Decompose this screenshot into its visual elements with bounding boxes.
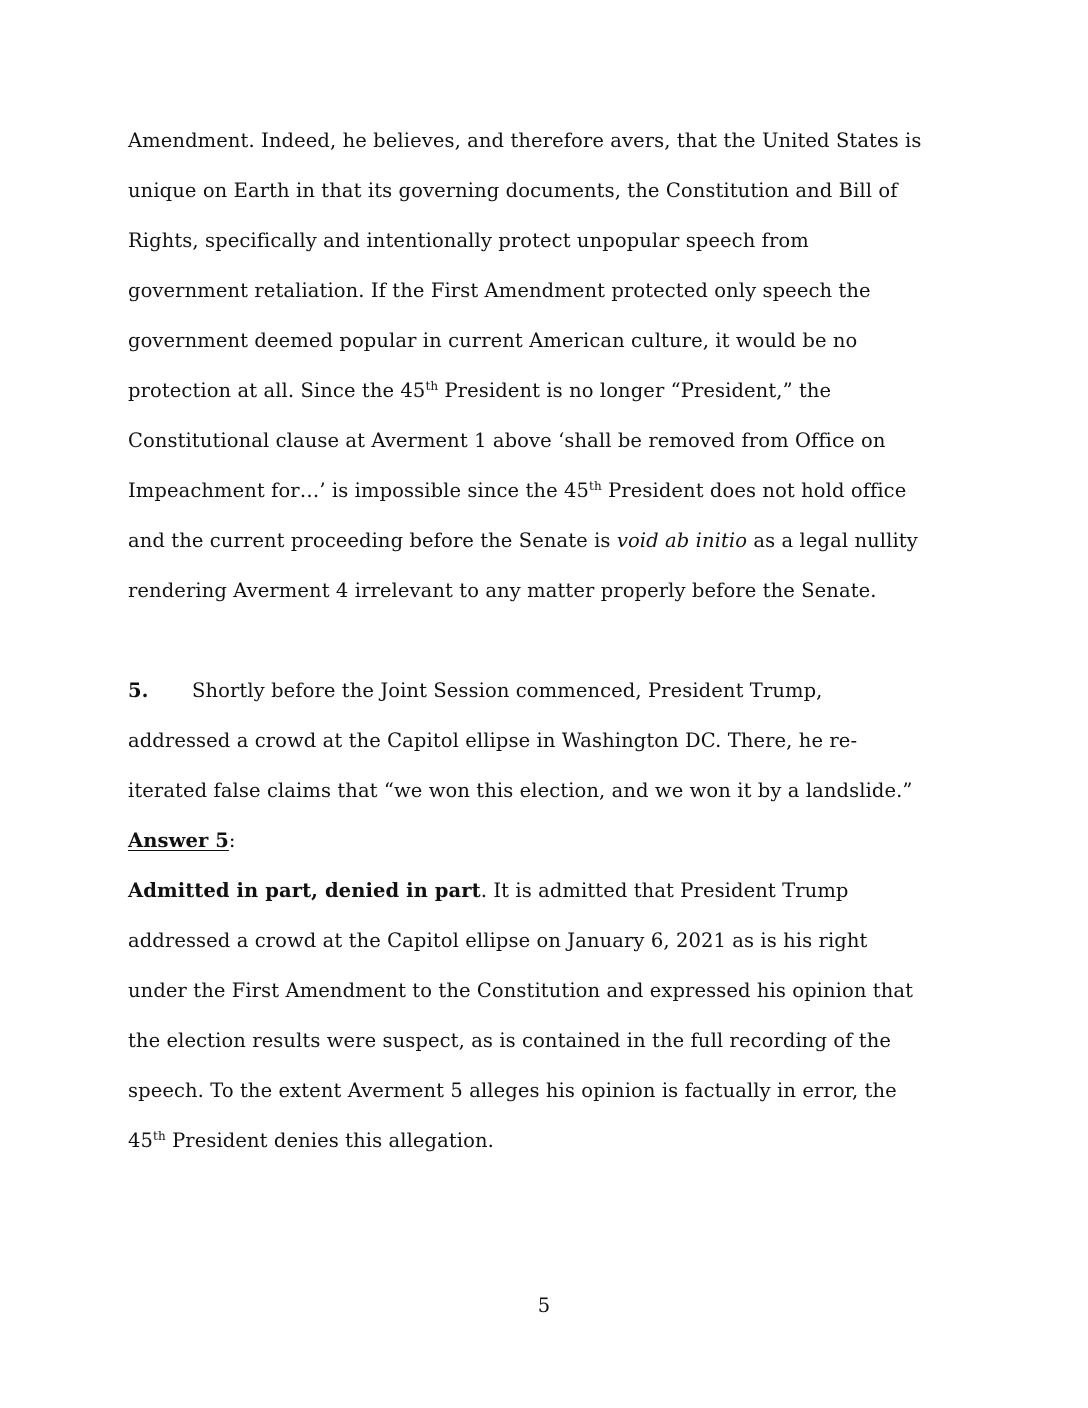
answer-5-heading <box>128 829 236 853</box>
text-segment: under the First Amendment to the Constitution and expressed his opinion that <box>128 979 914 1002</box>
answer-lead: Admitted in part, denied in part <box>128 879 481 902</box>
text-segment: addressed a crowd at the Capitol ellipse on January 6, 2021 as is his right <box>128 929 868 952</box>
text-segment: . It is admitted that President Trump <box>480 879 849 902</box>
text-segment: addressed a crowd at the Capitol ellipse in Washington DC. There, he re- <box>128 729 858 752</box>
answer-5-line <box>128 929 867 953</box>
text-segment: : <box>228 829 236 852</box>
text-segment: Shortly before the Joint Session commenced, President Trump, <box>192 679 823 702</box>
text-segment: Rights, specifically and intentionally protect unpopular speech from <box>128 229 809 252</box>
text-segment: Constitutional clause at Averment 1 above ‘shall be removed from Office on <box>128 429 886 452</box>
answer-5-line <box>128 879 849 903</box>
answer-5-line <box>128 1029 891 1053</box>
text-line <box>128 129 921 153</box>
text-segment: protection at all. Since the 45 <box>128 379 426 402</box>
page-number: 5 <box>537 1294 551 1317</box>
text-line <box>128 329 857 353</box>
text-line <box>128 579 877 603</box>
averment-5-line <box>128 779 913 803</box>
text-segment: Impeachment for…’ is impossible since the 45 <box>128 479 590 502</box>
text-segment: iterated false claims that “we won this election, and we won it by a landslide.” <box>128 779 913 802</box>
text-segment: President does not hold office <box>601 479 907 502</box>
text-segment: rendering Averment 4 irrelevant to any matter properly before the Senate. <box>128 579 877 602</box>
text-segment: President denies this allegation. <box>165 1129 494 1152</box>
text-line <box>128 229 809 253</box>
text-line <box>128 379 831 405</box>
ordinal-superscript: th <box>589 479 602 493</box>
answer-5-line <box>128 1079 897 1103</box>
text-segment: the election results were suspect, as is contained in the full recording of the <box>128 1029 892 1052</box>
answer-5-line <box>128 979 913 1003</box>
text-line <box>128 279 871 303</box>
averment-5-line <box>128 679 822 703</box>
text-line <box>128 479 906 505</box>
answer-5-line <box>128 1129 494 1155</box>
text-segment: President is no longer “President,” the <box>438 379 832 402</box>
latin-phrase: void ab initio <box>616 529 748 552</box>
averment-5-line <box>128 729 857 753</box>
text-segment: unique on Earth in that its governing documents, the Constitution and Bill of <box>128 179 898 202</box>
answer-heading-text: Answer 5 <box>128 829 229 852</box>
averment-number: 5. <box>128 679 149 702</box>
text-segment: and the current proceeding before the Senate is <box>128 529 617 552</box>
text-segment: government retaliation. If the First Amendment protected only speech the <box>128 279 871 302</box>
ordinal-superscript: th <box>425 379 439 393</box>
text-segment: speech. To the extent Averment 5 alleges his opinion is factually in error, the <box>128 1079 897 1102</box>
text-line <box>128 529 918 553</box>
text-line <box>128 429 885 453</box>
text-segment: government deemed popular in current American culture, it would be no <box>128 329 858 352</box>
text-segment: as a legal nullity <box>747 529 918 552</box>
text-line <box>128 179 898 203</box>
text-segment: 45 <box>128 1129 154 1152</box>
ordinal-superscript: th <box>153 1129 166 1143</box>
text-segment: Amendment. Indeed, he believes, and therefore avers, that the United States is <box>128 129 922 152</box>
